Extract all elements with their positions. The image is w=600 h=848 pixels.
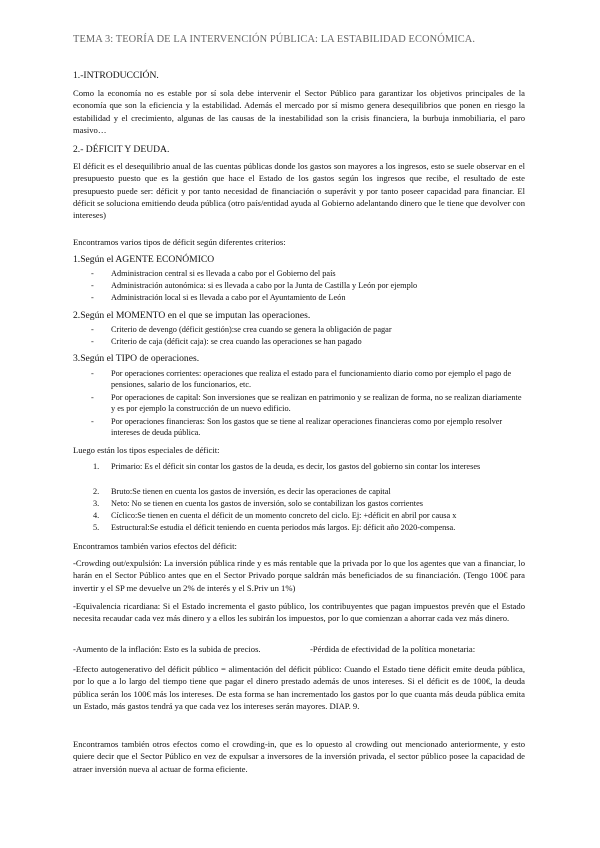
list-item: 1. Primario: Es el déficit sin contar los gastos de la deuda, es decir, los gastos del gobierno sin contar los intereses — [93, 462, 481, 471]
list-item: - Administración autonómica: si es llevada a cabo por la Junta de Castilla y León por ejemplo — [91, 281, 418, 290]
paragraph-equivalencia-ricardiana: -Equivalencia ricardiana: Si el Estado incrementa el gasto público, los contribuyentes que pagan impuestos prevén que el Estado necesita recaudar cada vez más dinero y a ellos les subirán los impuestos, por lo que comienzan a ahorrar cada vez más dinero. — [73, 601, 525, 624]
list-item: 3. Neto: No se tienen en cuenta los gastos de inversión, solo se contabilizan los gastos corrientes — [93, 499, 423, 508]
heading-momento: 2.Según el MOMENTO en el que se imputan las operaciones. — [73, 310, 311, 321]
paragraph-crowding-out: -Crowding out/expulsión: La inversión pública rinde y es más rentable que la privada por lo que los agentes que van a financiar, lo harán en el Sector Público antes que en el Sector Privado porque saldrán más beneficiados de su financiación. (Tengo 100€ para invertir y el SP me devuelve un 2% de interés y el S.Priv un 1%) — [73, 558, 525, 593]
page-title: TEMA 3: TEORÍA DE LA INTERVENCIÓN PÚBLICA: LA ESTABILIDAD ECONÓMICA. — [73, 34, 476, 45]
heading-tipo-operaciones: 3.Según el TIPO de operaciones. — [73, 353, 200, 364]
heading-agente-economico: 1.Según el AGENTE ECONÓMICO — [73, 254, 215, 265]
list-item: - Por operaciones de capital: Son inversiones que se realizan en patrimonio y se realizan de forma, no se realizan diariamente y es por ejemplo la construcción de un nuevo edificio. — [91, 393, 522, 414]
paragraph-efecto-autogenerativo: -Efecto autogenerativo del déficit público = alimentación del déficit público: Cuando el Estado tiene déficit emite deuda pública, por lo que a lo largo del tiempo tiene que pagar el dinero prestado además de unos intereses. Si el déficit es de 100€, la deuda pública serán los 100€ más los intereses. De esta forma se han incrementado los gastos por lo que cuanta más deuda pública emita un Estado, más gastos tendrá ya que cada vez los intereses serán mayores. DIAP. 9. — [73, 664, 525, 711]
list-item: - Por operaciones corrientes: operaciones que realiza el estado para el funcionamiento diario como por ejemplo el pago de pensiones, salario de los funcionarios, etc. — [91, 369, 512, 390]
section-heading-deficit-deuda: 2.- DÉFICIT Y DEUDA. — [73, 144, 170, 155]
list-item: - Criterio de caja (déficit caja): se crea cuando las operaciones se han pagado — [91, 337, 362, 346]
list-item: 4. Cíclico:Se tienen en cuenta el déficit de un momento concreto del ciclo. Ej: +déficit en abril por causa x — [93, 511, 457, 520]
list-item: 2. Bruto:Se tienen en cuenta los gastos de inversión, es decir las operaciones de capital — [93, 487, 391, 496]
list-item: - Criterio de devengo (déficit gestión):se crea cuando se genera la obligación de pagar — [91, 325, 392, 334]
list-item: - Administracion central si es llevada a cabo por el Gobierno del país — [91, 269, 336, 278]
paragraph-introduccion: Como la economía no es estable por sí sola debe intervenir el Sector Público para garantizar los objetivos principales de la economía que son la eficiencia y la estabilidad. Además el mercado por sí mismo genera desequilibrios que ponen en riesgo la estabilidad y el crecimiento, algunas de las causas de la inestabilidad son la crisis financiera, la burbuja inmobiliaria, el paro masivo… — [73, 88, 525, 135]
list-item: - Administración local si es llevada a cabo por el Ayuntamiento de León — [91, 293, 346, 302]
paragraph-deficit: El déficit es el desequilibrio anual de las cuentas públicas donde los gastos son mayores a los ingresos, esto se suele observar en el presupuesto puesto que es la gestión que hace el Estado de los gastos según los ingresos que recibe, el resultado de este presupuesto puede ser: déficit y por tanto necesidad de financiación o superávit y por tanto poseer capacidad para financiar. El déficit se soluciona emitiendo deuda pública (otro país/entidad ayuda al Gobierno adelantando dinero que le tiene que devolver con intereses) — [73, 161, 525, 221]
paragraph-tipos-intro: Encontramos varios tipos de déficit según diferentes criterios: — [73, 237, 286, 247]
paragraph-efectos-intro: Encontramos también varios efectos del déficit: — [73, 541, 237, 551]
list-item: 5. Estructural:Se estudia el déficit teniendo en cuenta periodos más largos. Ej: déficit año 2020-compensa. — [93, 523, 456, 532]
section-heading-introduccion: 1.-INTRODUCCIÓN. — [73, 70, 159, 81]
paragraph-tipos-especiales: Luego están los tipos especiales de déficit: — [73, 445, 220, 455]
list-item: - Por operaciones financieras: Son los gastos que se tiene al realizar operaciones financieras como por ejemplo resolver intereses de deuda pública. — [91, 417, 503, 438]
paragraph-crowding-in: Encontramos también otros efectos como el crowding-in, que es lo opuesto al crowding out mencionado anteriormente, y esto quiere decir que el Sector Público en vez de expulsar a inversores de la inversión privada, el sector público posee la capacidad de atraer inversión nueva al actuar de forma eficiente. — [73, 739, 525, 774]
paragraph-inflacion: -Aumento de la inflación: Esto es la subida de precios. — [73, 644, 261, 654]
paragraph-politica-monetaria: -Pérdida de efectividad de la política monetaria: — [310, 644, 476, 654]
